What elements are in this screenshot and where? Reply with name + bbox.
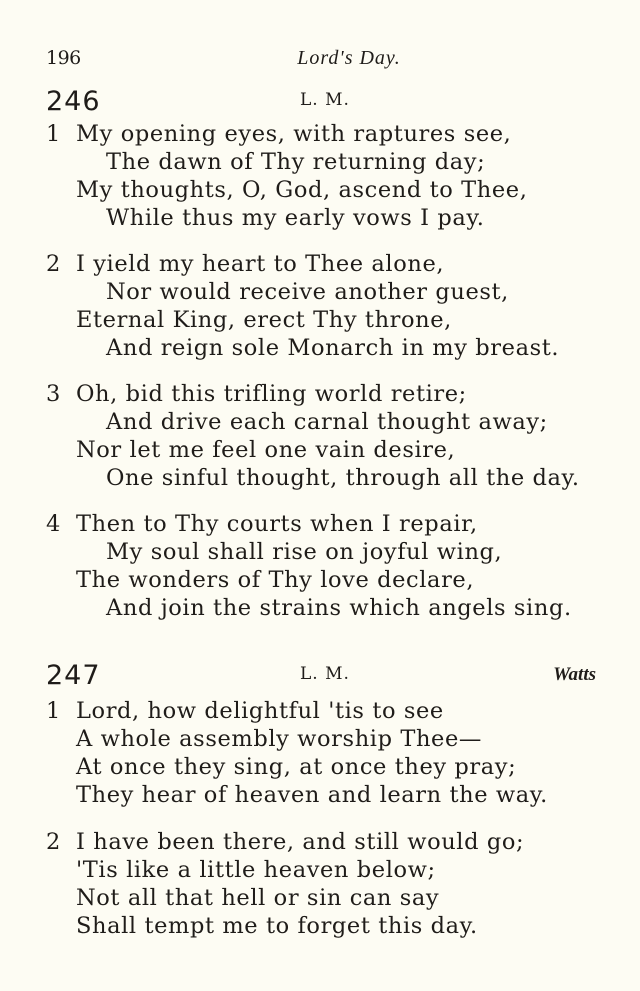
verse-line — [46, 538, 616, 566]
verse-text: And drive each carnal thought away; — [106, 409, 548, 435]
verse-text: At once they sing, at once they pray; — [76, 754, 517, 780]
verse-text: And join the strains which angels sing. — [106, 595, 572, 621]
hymn-author: Watts — [553, 664, 596, 685]
stanza — [46, 250, 616, 362]
stanza — [46, 120, 616, 232]
verse-text: While thus my early vows I pay. — [106, 205, 485, 231]
verse-line — [46, 464, 616, 492]
verse-line — [46, 828, 616, 856]
running-head: Lord's Day. — [297, 47, 401, 69]
verse-line — [46, 176, 616, 204]
stanza-number: 3 — [46, 381, 61, 407]
verse-line — [46, 753, 616, 781]
hymn-heading — [46, 86, 606, 120]
verse-text: My soul shall rise on joyful wing, — [106, 539, 503, 565]
verse-text: Shall tempt me to forget this day. — [76, 913, 478, 939]
verse-text: One sinful thought, through all the day. — [106, 465, 580, 491]
stanza-number: 2 — [46, 251, 61, 277]
verse-line — [46, 594, 616, 622]
verse-text: And reign sole Monarch in my breast. — [106, 335, 560, 361]
verse-line — [46, 204, 616, 232]
verse-line — [46, 380, 616, 408]
verse-text: Nor would receive another guest, — [106, 279, 509, 305]
stanza-number: 2 — [46, 829, 61, 855]
verse-text: Then to Thy courts when I repair, — [76, 511, 478, 537]
verse-text: I have been there, and still would go; — [76, 829, 525, 855]
verse-line — [46, 856, 616, 884]
verse-text: Lord, how delightful 'tis to see — [76, 698, 444, 724]
verse-line — [46, 781, 616, 809]
verse-text: The dawn of Thy returning day; — [106, 149, 486, 175]
hymn-number: 247 — [46, 660, 101, 691]
verse-line — [46, 148, 616, 176]
verse-text: A whole assembly worship Thee— — [76, 726, 482, 752]
verse-line — [46, 697, 616, 725]
verse-text: My opening eyes, with raptures see, — [76, 121, 512, 147]
verse-line — [46, 566, 616, 594]
verse-text: Oh, bid this trifling world retire; — [76, 381, 467, 407]
verse-line — [46, 306, 616, 334]
verse-text: Not all that hell or sin can say — [76, 885, 440, 911]
verse-line — [46, 884, 616, 912]
hymn-meter: L. M. — [300, 90, 350, 110]
verse-text: They hear of heaven and learn the way. — [76, 782, 548, 808]
verse-line — [46, 725, 616, 753]
verse-text: I yield my heart to Thee alone, — [76, 251, 445, 277]
stanza-number: 1 — [46, 698, 61, 724]
verse-line — [46, 278, 616, 306]
verse-line — [46, 408, 616, 436]
verse-text: Eternal King, erect Thy throne, — [76, 307, 452, 333]
verse-line — [46, 120, 616, 148]
stanza — [46, 828, 616, 940]
verse-text: Nor let me feel one vain desire, — [76, 437, 456, 463]
verse-text: The wonders of Thy love declare, — [76, 567, 475, 593]
hymn-number: 246 — [46, 86, 101, 117]
page-header — [46, 47, 606, 77]
verse-line — [46, 912, 616, 940]
verse-text: My thoughts, O, God, ascend to Thee, — [76, 177, 528, 203]
hymn-heading — [46, 660, 606, 694]
stanza — [46, 510, 616, 622]
page-number: 196 — [46, 47, 81, 69]
hymn-meter: L. M. — [300, 664, 350, 684]
verse-text: 'Tis like a little heaven below; — [76, 857, 436, 883]
verse-line — [46, 334, 616, 362]
stanza-number: 1 — [46, 121, 61, 147]
stanza — [46, 380, 616, 492]
verse-line — [46, 250, 616, 278]
verse-line — [46, 510, 616, 538]
verse-line — [46, 436, 616, 464]
stanza — [46, 697, 616, 809]
stanza-number: 4 — [46, 511, 61, 537]
